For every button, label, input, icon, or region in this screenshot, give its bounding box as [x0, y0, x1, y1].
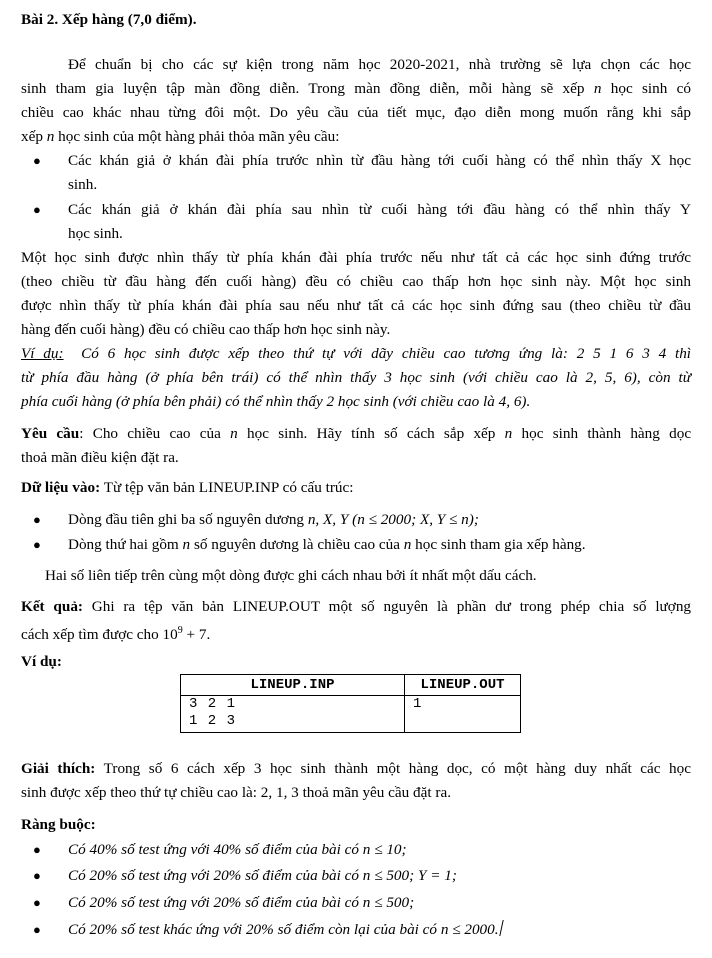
requirement-item: Các khán giả ở khán đài phía sau nhìn từ cuối hàng tới đầu hàng có thể nhìn thấy Y [68, 201, 691, 218]
constraint-item: Có 20% số test ứng với 20% số điểm của bài có n ≤ 500; [68, 894, 415, 911]
column-header-input: LINEUP.INP [181, 675, 405, 696]
explanation-line: Giải thích: Trong số 6 cách xếp 3 học sinh thành một hàng dọc, có một hàng duy nhất các học [21, 760, 691, 777]
example-input-line: 3 2 1 [189, 696, 237, 712]
constraints-heading: Ràng buộc: [21, 816, 96, 833]
problem-heading [21, 10, 197, 30]
bullet-icon: ● [33, 842, 41, 857]
input-heading: Dữ liệu vào: Từ tệp văn bản LINEUP.INP có cấu trúc: [21, 479, 354, 496]
intro-line: chiều cao khác nhau từng đôi một. Do yêu cầu của tiết mục, đạo diễn mong muốn rằng khi sắp [21, 104, 691, 121]
intro-line: xếp n học sinh của một hàng phải thỏa mãn yêu cầu: [21, 128, 340, 145]
input-item: Dòng đầu tiên ghi ba số nguyên dương n, X, Y (n ≤ 2000; X, Y ≤ n); [68, 511, 479, 528]
problem-title: Bài 2. Xếp hàng [21, 11, 124, 28]
definition-line: Một học sinh được nhìn thấy từ phía khán đài phía trước nếu như tất cả các học sinh đứng trước [21, 249, 691, 266]
example-output-line: 1 [413, 696, 422, 712]
example-output-cell [405, 696, 521, 733]
bullet-icon: ● [33, 922, 41, 937]
bullet-icon: ● [33, 202, 41, 217]
bullet-icon: ● [33, 512, 41, 527]
input-item: Dòng thứ hai gồm n số nguyên dương là chiều cao của n học sinh tham gia xếp hàng. [68, 536, 586, 553]
output-label: Kết quả: [21, 598, 83, 615]
definition-line: hàng đến cuối hàng) đều có chiều cao thấp hơn học sinh này. [21, 321, 391, 338]
constraint-item: Có 20% số test khác ứng với 20% số điểm còn lại của bài có n ≤ 2000. [68, 920, 502, 940]
bullet-icon: ● [33, 868, 41, 883]
problem-points: (7,0 điểm). [127, 11, 197, 28]
example-table [180, 674, 521, 733]
column-header-output: LINEUP.OUT [405, 675, 521, 696]
example-label: Ví dụ: [21, 653, 62, 670]
definition-line: (theo chiều từ đầu hàng đến cuối hàng) đều có chiều cao thấp hơn học sinh này. Một học sinh [21, 273, 691, 290]
example-text-line: Ví dụ: Có 6 học sinh được xếp theo thứ tự với dãy chiều cao tương ứng là: 2 5 1 6 3 4 thì [21, 345, 692, 362]
example-text-line: phía cuối hàng (ở phía bên phải) có thể nhìn thấy 2 học sinh (với chiều cao là 4, 6). [21, 393, 531, 410]
task-line: thoả mãn điều kiện đặt ra. [21, 449, 179, 466]
input-note: Hai số liên tiếp trên cùng một dòng được ghi cách nhau bởi ít nhất một dấu cách. [45, 567, 537, 584]
requirement-item-cont: sinh. [68, 176, 98, 193]
example-table-header [181, 675, 521, 696]
output-line: Kết quả: Ghi ra tệp văn bản LINEUP.OUT một số nguyên là phần dư trong phép chia số lượng [21, 598, 692, 615]
definition-line: được nhìn thấy từ phía khán đài phía sau nếu như tất cả các học sinh đứng sau (theo chiều từ đầu [21, 297, 691, 314]
explanation-line: sinh được xếp theo thứ tự chiều cao là: 2, 1, 3 thoả mãn yêu cầu đặt ra. [21, 784, 452, 801]
example-text-line: từ phía đầu hàng (ở phía bên trái) có thể nhìn thấy 3 học sinh (với chiều cao là 2, 5, 6), còn từ [21, 369, 691, 386]
explanation-label: Giải thích: [21, 760, 96, 777]
bullet-icon: ● [33, 895, 41, 910]
task-label: Yêu cầu [21, 425, 80, 442]
constraint-item: Có 20% số test ứng với 20% số điểm của bài có n ≤ 500; Y = 1; [68, 867, 457, 884]
bullet-icon: ● [33, 153, 41, 168]
task-line: Yêu cầu: Cho chiều cao của n học sinh. Hãy tính số cách sắp xếp n học sinh thành hàng dọc [21, 425, 692, 442]
example-input-cell [181, 696, 405, 733]
requirement-item-cont: học sinh. [68, 225, 123, 242]
requirement-item: Các khán giả ở khán đài phía trước nhìn từ đầu hàng tới cuối hàng có thể nhìn thấy X học [68, 152, 691, 169]
example-table-row [181, 696, 521, 733]
input-label: Dữ liệu vào: [21, 479, 101, 496]
constraint-item: Có 40% số test ứng với 40% số điểm của bài có n ≤ 10; [68, 841, 407, 858]
example-input-line: 1 2 3 [189, 713, 237, 729]
bullet-icon: ● [33, 537, 41, 552]
intro-line: sinh tham gia luyện tập màn đồng diễn. Trong màn đồng diễn, mỗi hàng sẽ xếp n học sinh có [21, 80, 692, 97]
example-text-label: Ví dụ: [21, 345, 64, 362]
text-cursor-icon [499, 920, 503, 936]
output-line: cách xếp tìm được cho $10^9 + 7$. [21, 625, 211, 644]
intro-line: Để chuẩn bị cho các sự kiện trong năm học 2020-2021, nhà trường sẽ lựa chọn các học [68, 56, 691, 73]
